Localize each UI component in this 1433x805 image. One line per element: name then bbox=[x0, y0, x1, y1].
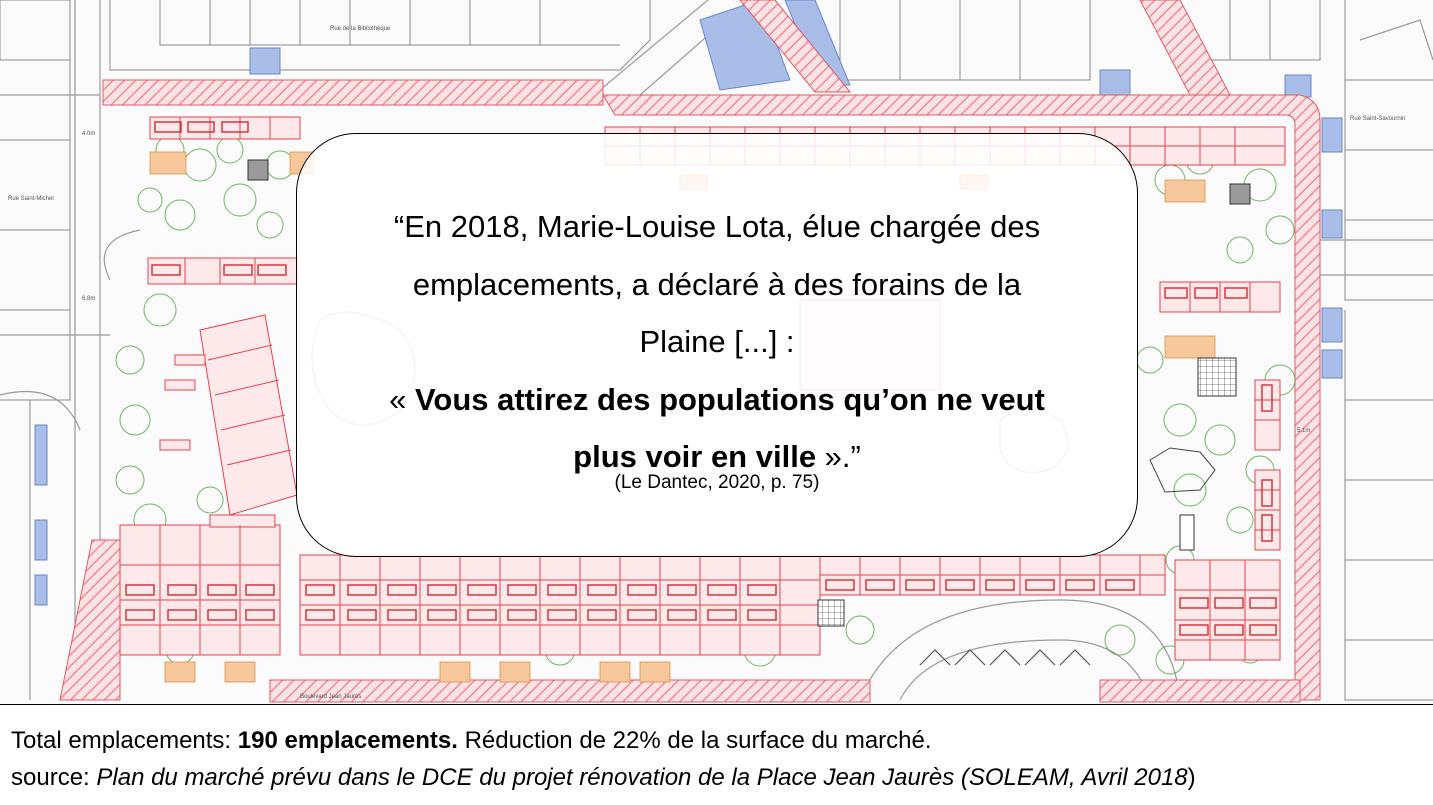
caption-source-close: ) bbox=[1187, 764, 1196, 791]
caption-bar bbox=[0, 704, 1433, 805]
quote-close: ».” bbox=[816, 439, 861, 474]
caption-reduction: Réduction de 22% de la surface du marché. bbox=[457, 727, 932, 754]
quote-line-1: “En 2018, Marie-Louise Lota, élue chargée des bbox=[393, 209, 1041, 244]
north-street-label: Rue de la Bibliothèque bbox=[330, 26, 391, 32]
caption-source-title: Plan du marché prévu dans le DCE du projet rénovation de la Place Jean Jaurès (SOLEAM, Avril 2018 bbox=[96, 764, 1188, 791]
caption-total-line bbox=[11, 727, 932, 755]
quote-line-4 bbox=[317, 371, 1117, 429]
width-label-2: 6.8m bbox=[82, 296, 96, 302]
quote-text bbox=[317, 198, 1117, 486]
east-street-label: Rue Saint-Savournin bbox=[1350, 116, 1406, 122]
caption-source-prefix: source: bbox=[11, 764, 97, 791]
quote-open-guillemet: « bbox=[389, 381, 416, 417]
width-label-3: 5.1m bbox=[1297, 428, 1311, 434]
west-street-label: Rue Saint-Michel bbox=[8, 196, 54, 202]
quote-line-2: emplacements, a déclaré à des forains de la bbox=[412, 266, 1022, 302]
quote-emphasis-2: plus voir en ville bbox=[573, 439, 817, 474]
width-label-1: 4.0m bbox=[82, 131, 96, 137]
caption-source-line bbox=[11, 764, 1196, 792]
south-street-label: Boulevard Jean Jaurès bbox=[300, 694, 362, 700]
quote-citation: (Le Dantec, 2020, p. 75) bbox=[614, 472, 820, 493]
caption-total-count: 190 emplacements. bbox=[237, 727, 458, 754]
quote-emphasis-1: Vous attirez des populations qu’on ne veut bbox=[415, 381, 1045, 417]
quote-box bbox=[296, 133, 1138, 557]
caption-total-prefix: Total emplacements: bbox=[11, 727, 238, 754]
quote-line-3: Plaine [...] : bbox=[639, 324, 795, 359]
